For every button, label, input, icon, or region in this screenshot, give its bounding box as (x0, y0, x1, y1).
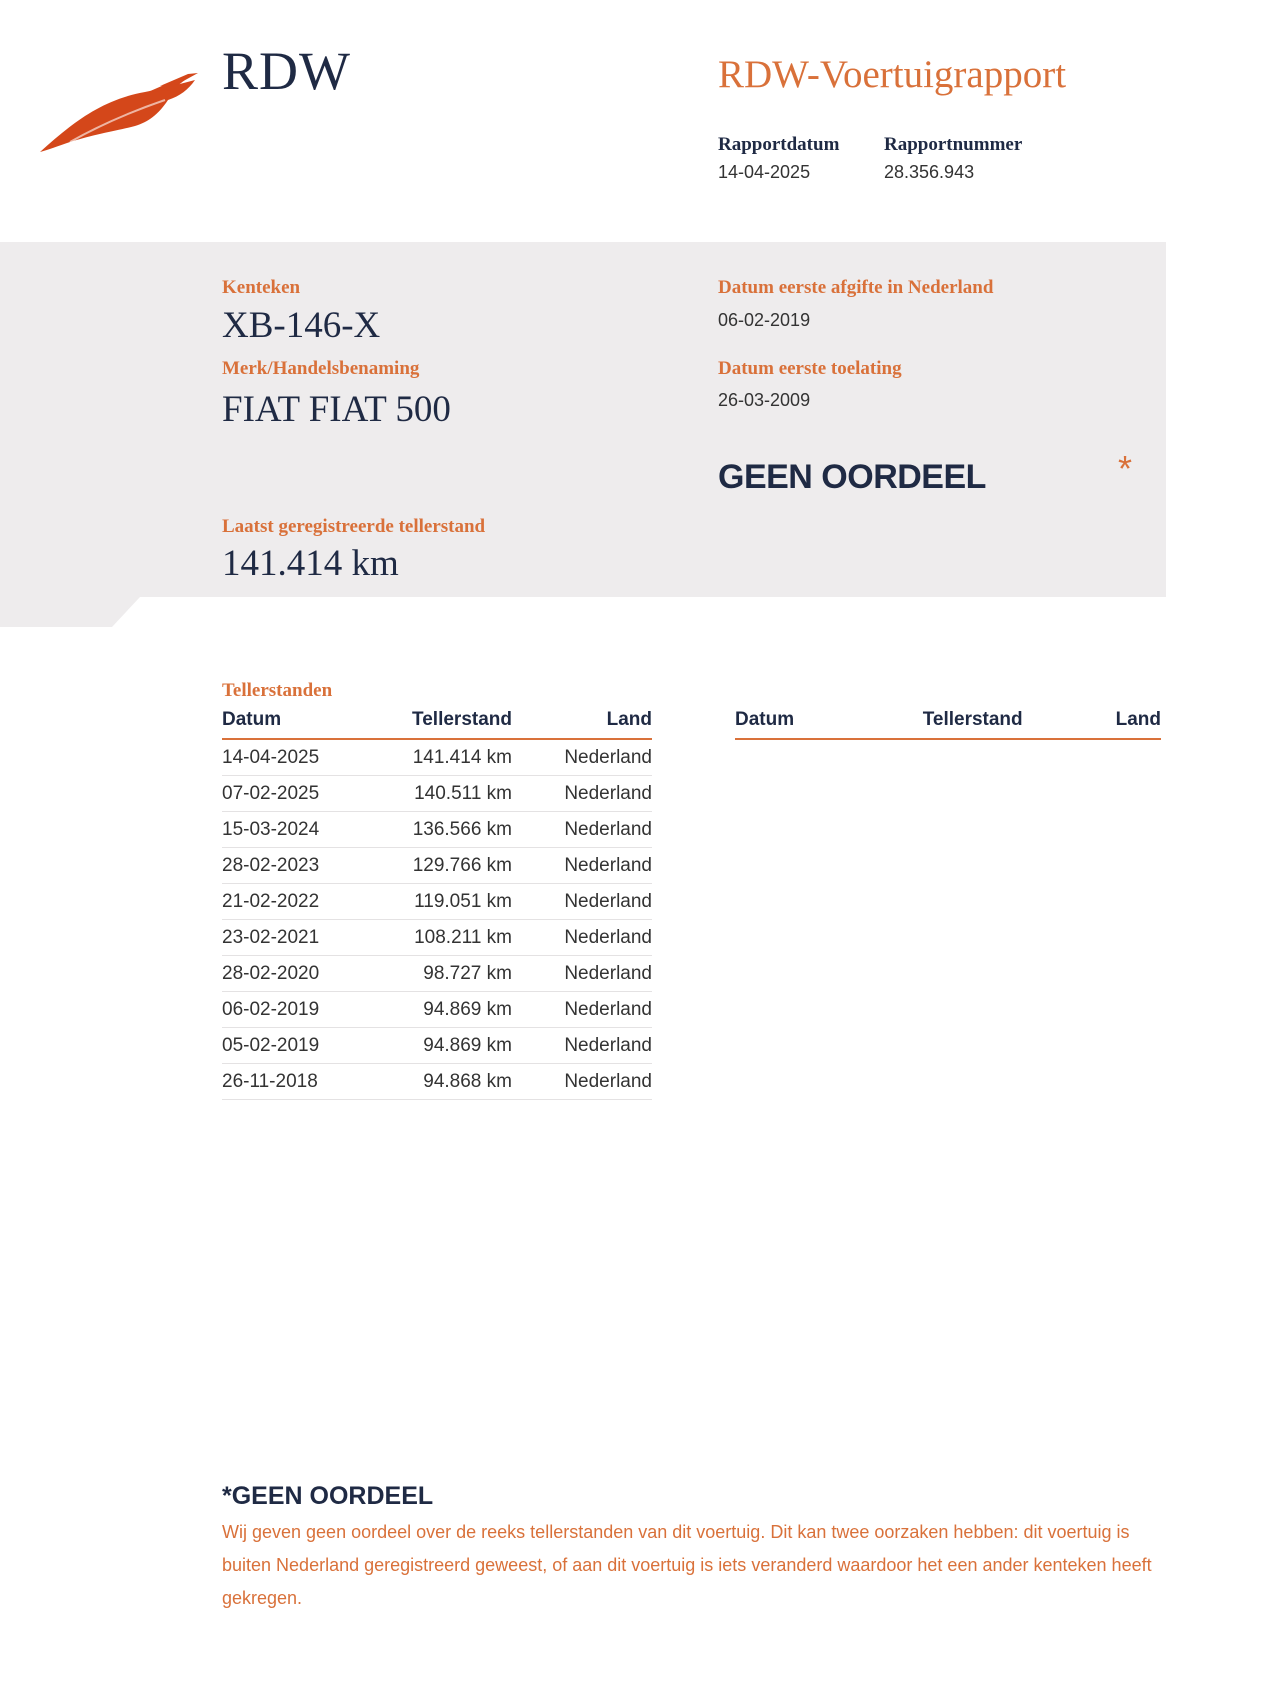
cell-date: 26-11-2018 (222, 1064, 382, 1100)
cell-date: 28-02-2020 (222, 956, 382, 992)
cell-date: 05-02-2019 (222, 1028, 382, 1064)
odometer-section-title: Tellerstanden (222, 680, 333, 701)
cell-odometer: 140.511 km (382, 776, 512, 812)
report-date-block (718, 134, 839, 183)
rdw-feather-logo-icon (40, 70, 200, 160)
make-value: FIAT FIAT 500 (222, 389, 451, 430)
cell-date: 07-02-2025 (222, 776, 382, 812)
report-number-value: 28.356.943 (884, 162, 975, 182)
column-header-date: Datum (222, 708, 382, 739)
cell-odometer: 94.869 km (382, 992, 512, 1028)
last-odometer-label: Laatst geregistreerde tellerstand (222, 516, 486, 537)
table-row (222, 956, 652, 992)
cell-country: Nederland (512, 920, 652, 956)
cell-country: Nederland (512, 884, 652, 920)
table-row (222, 848, 652, 884)
plate-label: Kenteken (222, 277, 301, 298)
cell-date: 28-02-2023 (222, 848, 382, 884)
note-text: Wij geven geen oordeel over de reeks tellerstanden van dit voertuig. Dit kan twee oorzaken hebben: dit voertuig is buiten Nederland geregistreerd geweest, of aan dit voertuig is iets veranderd waardoor het een ander kenteken heeft gekregen. (222, 1522, 1152, 1608)
cell-country: Nederland (512, 776, 652, 812)
cell-odometer: 98.727 km (382, 956, 512, 992)
cell-date: 23-02-2021 (222, 920, 382, 956)
report-title: RDW-Voertuigrapport (718, 53, 1067, 96)
report-number-label: Rapportnummer (884, 134, 1023, 155)
first-admission-label: Datum eerste toelating (718, 358, 902, 379)
cell-date: 15-03-2024 (222, 812, 382, 848)
cell-odometer: 108.211 km (382, 920, 512, 956)
table-row (222, 920, 652, 956)
cell-date: 06-02-2019 (222, 992, 382, 1028)
table-header-row (735, 708, 1161, 739)
table-row (222, 776, 652, 812)
column-header-date: Datum (735, 708, 893, 739)
table-row (222, 739, 652, 776)
table-row (222, 1064, 652, 1100)
cell-date: 21-02-2022 (222, 884, 382, 920)
table-row (222, 812, 652, 848)
first-issue-nl-value: 06-02-2019 (718, 310, 811, 330)
report-number-block (884, 134, 1022, 183)
table-row (222, 884, 652, 920)
make-label: Merk/Handelsbenaming (222, 358, 420, 379)
cell-odometer: 94.868 km (382, 1064, 512, 1100)
cell-odometer: 119.051 km (382, 884, 512, 920)
last-odometer-value: 141.414 km (222, 543, 399, 584)
cell-country: Nederland (512, 848, 652, 884)
cell-country: Nederland (512, 956, 652, 992)
cell-country: Nederland (512, 812, 652, 848)
odometer-table-secondary (735, 708, 1161, 740)
column-header-country: Land (1023, 708, 1161, 739)
cell-odometer: 136.566 km (382, 812, 512, 848)
table-row (222, 992, 652, 1028)
cell-odometer: 94.869 km (382, 1028, 512, 1064)
verdict-asterisk: * (1118, 448, 1133, 489)
report-date-value: 14-04-2025 (718, 162, 811, 182)
first-issue-nl-label: Datum eerste afgifte in Nederland (718, 277, 994, 298)
cell-country: Nederland (512, 739, 652, 776)
cell-odometer: 129.766 km (382, 848, 512, 884)
first-admission-value: 26-03-2009 (718, 390, 811, 410)
note-title: *GEEN OORDEEL (222, 1482, 434, 1510)
column-header-country: Land (512, 708, 652, 739)
cell-country: Nederland (512, 992, 652, 1028)
cell-date: 14-04-2025 (222, 739, 382, 776)
table-row (222, 1028, 652, 1064)
column-header-odometer: Tellerstand (382, 708, 512, 739)
cell-country: Nederland (512, 1028, 652, 1064)
verdict-text: GEEN OORDEEL (718, 458, 986, 496)
table-header-row (222, 708, 652, 739)
cell-odometer: 141.414 km (382, 739, 512, 776)
cell-country: Nederland (512, 1064, 652, 1100)
panel-tab-shape (0, 597, 140, 627)
odometer-table (222, 708, 652, 1100)
report-date-label: Rapportdatum (718, 134, 840, 155)
column-header-odometer: Tellerstand (893, 708, 1022, 739)
plate-value: XB-146-X (222, 305, 381, 346)
brand-name: RDW (222, 41, 351, 101)
